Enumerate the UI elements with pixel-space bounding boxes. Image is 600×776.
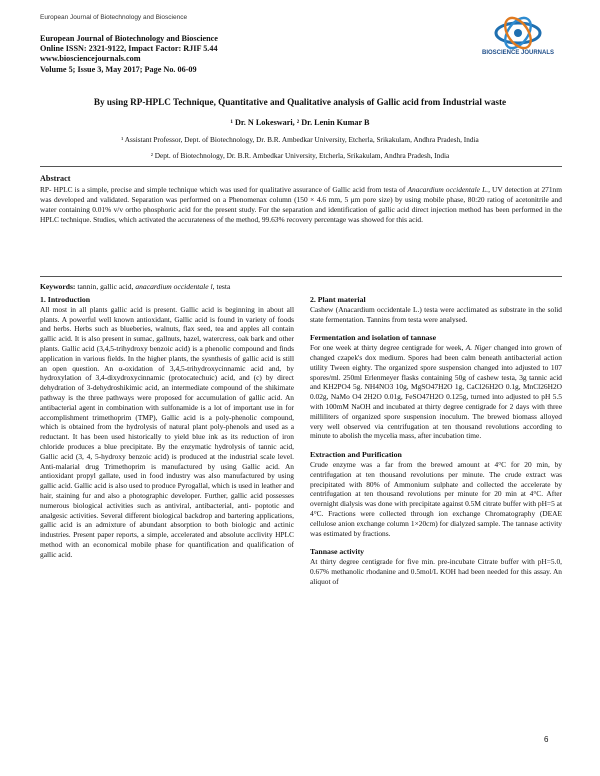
affiliation-2: ² Dept. of Biotechnology, Dr. B.R. Ambedkar University, Etcherla, Srikakulam, Andhra Pradesh, India bbox=[150, 151, 450, 160]
journal-info bbox=[40, 34, 218, 75]
article-authors: ¹ Dr. N Lokeswari, ² Dr. Lenin Kumar B bbox=[230, 118, 370, 127]
journal-volume: Volume 5; Issue 3, May 2017; Page No. 06-09 bbox=[40, 64, 197, 74]
abstract-heading: Abstract bbox=[40, 174, 71, 183]
fermentation-paragraph: For one week at thirty degree centigrade for week, A. Niger changed into grown of changed czapek's dox medium. Spores had been calm beneath antibacterial action utility Tween eighty. The organized spore suspension changed into adjusted to 107 spores/ml. 250ml Erlenmeyer flasks containing 50g of cashew testa, 3g tannic acid and KH2PO4 5g. NH4NO3 10g, MgSO47H2O 1g, CaCl26H2O 0.1g, MnCl26H2O 0.02g, NaMo O4 2H2O 0.01g, FeSO47H2O 0.125g, turned into adjusted to pH 5.5 with 100mM NaOH and incubated at thirty degree centigrade for 2 days with three milliliters of organized spore suspension inoculum. The brewed biomass alloyed very well observed via centrifugation at ten thousand revolutions according to minute to abolish the mycelia mass, after incubation time. bbox=[310, 343, 562, 441]
abstract-section bbox=[40, 166, 562, 277]
extraction-paragraph: Crude enzyme was a far from the brewed amount at 4°C for 20 min, by centrifugation at ten thousand revolutions per minute. The crude extract was precipitated with 80% of Ammonium sulphate and collected the accelerate by centrifugation at ten thousand revolutions per minute for 20 min at 4°C. After overnight dialysis was done with precipitate against 0.5M citrate buffer with pH=5 at 4°C. Fractions were collected through ion exchange Chromatography (DEAE cellulose anion exchange column 1×20cm) for dialyzed sample. The tannase activity was estimated by fractions. bbox=[310, 459, 562, 538]
logo-text: BIOSCIENCE JOURNALS bbox=[481, 50, 555, 56]
abstract-text: RP- HPLC is a simple, precise and simple technique which was used for qualitative assurance of Gallic acid from testa of Anacardium occidentale L., UV detection at 271nm was developed and validated. Separation was performed on a Phenomenax column (150 × 4.6 mm, 5 μm pore size) by using mobile phase, 80:20 ratiog of acetonitrile and water containing 0.01% v/v ortho phosphoric acid for the present study. For the separation and identification of gallic acid direct injection method has been performed in the HPLC technique. Studies, which activated the accurateness of the method, 99.63% recovery percentage was showed for this acid. bbox=[40, 185, 562, 224]
introduction-heading: 1. Introduction bbox=[40, 295, 91, 304]
running-head: European Journal of Biotechnology and Bioscience bbox=[40, 14, 188, 21]
page-number: 6 bbox=[544, 735, 549, 744]
keywords-label: Keywords: bbox=[40, 282, 76, 291]
introduction-paragraph: All most in all plants gallic acid is present. Gallic acid is beginning in about all plants. A powerful well known antioxidant, Gallic acid is found in variety of foods and herbs. Herbs such as blueberies, walnuts, flax seed, tea and apples all contain gallic acid. It is also present in sumac, gallnuts, hazel, watercress, oak bark and other plants. Gallic acid (3,4,5-trihydroxy benzoic acid) is a phenolic compound and finds application in various fields. In the higher plants, the sysnthesis of gallic acid is still an open question. An α-oxidation of 3,4,5-trihydroxycinnamic acid and, by hydroxylation of 3,4-dixydroxycinnamic (protocatechuic) acid, and (c) by direct dehydration of 3-dehydroshikimic acid, an intermediate compound of the shikimate pathway is the three pathways were proposed for accumulation of gallic acid. An antibacterial agent in combination with sulfonamide is a lot of important use in for accomplishment trimethoprim (TMP), Gallic acid is a poly-phenolic compound, which is obtained from the hydrolysis of natural plant poly-phenols and used as a reductant. It has been used historically to yield blue ink as its reduction of iron chloride produces a blue precipitate. By the enzymatic hydrolysis of tannic acid, Gallic acid (3, 4, 5-hydroxy benzoic acid) is produced at the industrial scale level. Anti-malarial drug Trimethoprim is manufactured by using Gallic acid. An antioxidant propyl gallate, used in food industry was also manufactured by using gallic acid. Gallic acid is also used to produce Pyrogallal, which is used in leather and hair, staining fur and also a photographic developer. Further, gallic acid possesses numerous biological activities such as antiviral, antibacterial, anti- poptotic and analgesic activities. Several different biological backdrop and bartering applications, gallic acid is an admixture of abundant absorption to both biologic and actinic industries. Present paper reports, a simple, accelerated and absolute acclivity HPLC method with an economical mobile phase for quantification and qualification of gallic acid. bbox=[40, 304, 294, 559]
plant-material-heading: 2. Plant material bbox=[310, 295, 366, 304]
plant-material-paragraph: Cashew (Anacardium occidentale L.) testa were acclimated as substrate in the solid state fermentation. Tannins from testa were analysed. bbox=[310, 304, 562, 324]
extraction-heading: Extraction and Purification bbox=[310, 450, 402, 460]
tannase-activity-paragraph: At thirty degree centigrade for five min. pre-incubate Citrate buffer with pH=5.0, 0.67% methanolic rhodanine and 0.5mol/L KOH had been needed for this assay. An aliquot of bbox=[310, 557, 562, 586]
right-column bbox=[310, 295, 562, 587]
species-name: Anacardium occidentale L. bbox=[407, 185, 489, 194]
journal-issn: Online ISSN: 2321-9122, Impact Factor: RJIF 5.44 bbox=[40, 44, 218, 54]
left-column bbox=[40, 295, 294, 560]
affiliation-1: ¹ Assistant Professor, Dept. of Biotechnology, Dr. B.R. Ambedkar University, Etcherla, Srikakulam, Andhra Pradesh, India bbox=[121, 135, 479, 144]
keywords: Keywords: tannin, gallic acid, anacardium occidentale l, testa bbox=[40, 282, 231, 291]
journal-website[interactable]: www.biosciencejournals.com bbox=[40, 54, 141, 64]
article-title: By using RP-HPLC Technique, Quantitative and Qualitative analysis of Gallic acid from Industrial waste bbox=[93, 97, 507, 107]
journal-logo bbox=[468, 13, 568, 57]
fermentation-heading: Fermentation and isolation of tannase bbox=[310, 333, 437, 343]
tannase-activity-heading: Tannase activity bbox=[310, 547, 365, 557]
journal-name: European Journal of Biotechnology and Bioscience bbox=[40, 34, 218, 43]
